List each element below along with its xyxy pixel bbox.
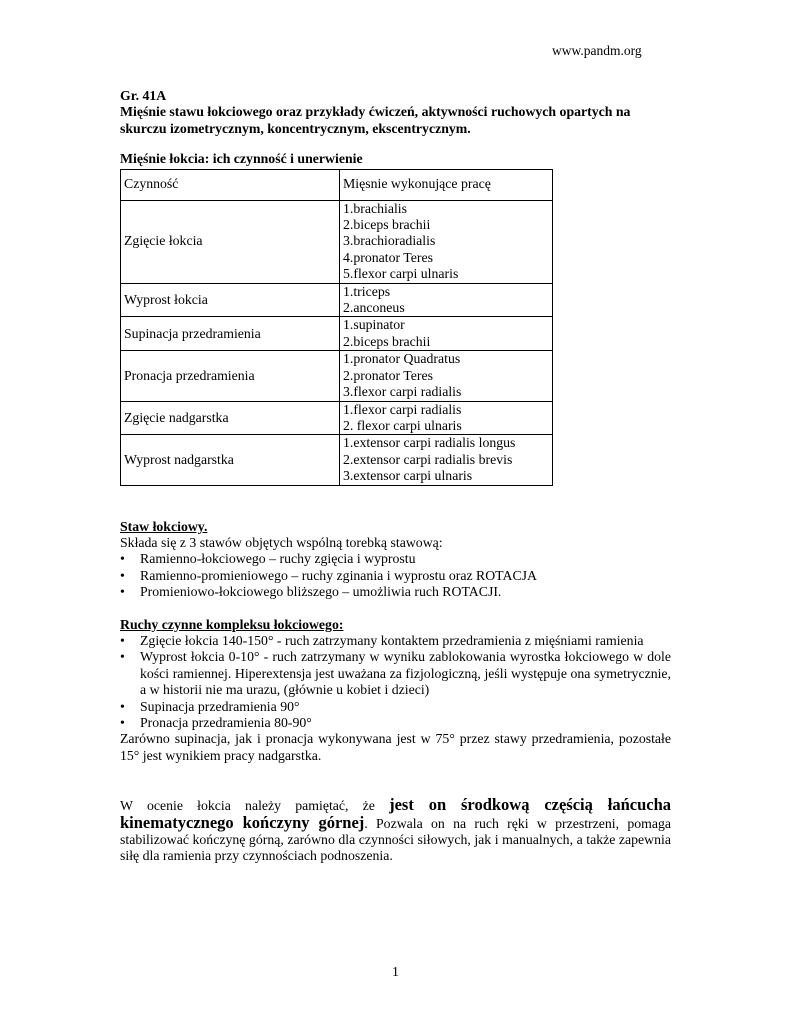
table-row xyxy=(121,200,553,283)
muscle-item: 1.supinator xyxy=(343,317,405,333)
muscle-item: 1.pronator Quadratus xyxy=(343,351,461,367)
muscle-item: 2. flexor carpi ulnaris xyxy=(343,417,462,433)
list-item: • Supinacja przedramienia 90° xyxy=(120,699,671,715)
list-item: • Wyprost łokcia 0-10° - ruch zatrzymany w wyniku zablokowania wyrostka łokciowego w dole kości ramiennej. Hiperextensja jest uważana za fizjologiczną, jeśli występuje ona symetrycznie, a w historii nie ma urazu, (głównie u kobiet i dzieci) xyxy=(120,649,671,698)
muscles-cell xyxy=(340,351,553,401)
muscle-item: 2.anconeus xyxy=(343,300,405,316)
active-movements-list xyxy=(120,633,671,731)
table-row xyxy=(121,351,553,401)
closing-prefix: W ocenie łokcia należy pamiętać, że xyxy=(120,798,390,814)
muscle-item: 2.pronator Teres xyxy=(343,367,433,383)
muscle-item: 3.extensor carpi ulnaris xyxy=(343,468,473,484)
action-cell: Wyprost nadgarstka xyxy=(121,435,340,485)
list-item: • Promieniowo-łokciowego bliższego – umożliwia ruch ROTACJI. xyxy=(120,584,671,600)
muscle-item: 2.biceps brachii xyxy=(343,217,431,233)
list-item: • Zgięcie łokcia 140-150° - ruch zatrzymany kontaktem przedramienia z mięśniami ramienia xyxy=(120,633,671,649)
elbow-joint-list xyxy=(120,551,671,600)
muscle-item: 2.biceps brachii xyxy=(343,333,431,349)
table-header-cell: Czynność xyxy=(121,169,340,200)
muscle-item: 1.flexor carpi radialis xyxy=(343,401,462,417)
muscle-item: 4.pronator Teres xyxy=(343,249,433,265)
list-item: • Ramienno-promieniowego – ruchy zginania i wyprostu oraz ROTACJA xyxy=(120,568,671,584)
muscle-item: 1.brachialis xyxy=(343,200,407,216)
muscle-item: 5.flexor carpi ulnaris xyxy=(343,266,459,282)
table-header-row xyxy=(121,169,553,200)
header-url: www.pandm.org xyxy=(552,43,642,58)
movements-note: Zarówno supinacja, jak i pronacja wykonywana jest w 75° przez stawy przedramienia, pozostałe 15° jest wynikiem pracy nadgarstka. xyxy=(120,731,671,763)
closing-paragraph xyxy=(120,797,671,865)
document-title: Mięśnie stawu łokciowego oraz przykłady ćwiczeń, aktywności ruchowych opartych na skurczu izometrycznym, koncentrycznym, ekscentrycznym. xyxy=(120,104,631,136)
list-item: • Ramienno-łokciowego – ruchy zgięcia i wyprostu xyxy=(120,551,671,567)
table-row xyxy=(121,401,553,435)
muscles-cell xyxy=(340,200,553,283)
elbow-joint-intro: Składa się z 3 stawów objętych wspólną torebką stawową: xyxy=(120,534,443,550)
table-row xyxy=(121,283,553,317)
action-cell: Pronacja przedramienia xyxy=(121,351,340,401)
elbow-joint-heading: Staw łokciowy. xyxy=(120,518,208,534)
muscles-cell xyxy=(340,435,553,485)
muscles-cell xyxy=(340,401,553,435)
action-cell: Zgięcie nadgarstka xyxy=(121,401,340,435)
closing-suffix: . Pozwala on na ruch ręki w przestrzeni, pomaga stabilizować kończynę górną, zarówno dla czynności siłowych, jak i manualnych, a także zapewnia siłę dla ramienia przy czynnościach podnoszenia. xyxy=(120,815,671,864)
page-number: 1 xyxy=(392,964,399,979)
muscle-item: 3.brachioradialis xyxy=(343,233,436,249)
group-label: Gr. 41A xyxy=(120,88,167,103)
active-movements-heading: Ruchy czynne kompleksu łokciowego: xyxy=(120,616,344,632)
muscles-cell xyxy=(340,283,553,317)
table-header-cell: Mięsnie wykonujące pracę xyxy=(340,169,553,200)
list-item: • Pronacja przedramienia 80-90° xyxy=(120,715,671,731)
muscle-item: 1.triceps xyxy=(343,283,391,299)
table-row xyxy=(121,317,553,351)
closing-emphasis: jest on środkową częścią łańcucha kinematycznego kończyny górnej xyxy=(120,795,672,832)
table-row xyxy=(121,435,553,485)
muscles-table xyxy=(120,169,553,486)
muscles-cell xyxy=(340,317,553,351)
table-caption: Mięśnie łokcia: ich czynność i unerwienie xyxy=(120,151,363,167)
action-cell: Zgięcie łokcia xyxy=(121,200,340,283)
muscle-item: 1.extensor carpi radialis longus xyxy=(343,435,516,451)
muscle-item: 2.extensor carpi radialis brevis xyxy=(343,451,513,467)
document-body xyxy=(120,88,671,865)
muscle-item: 3.flexor carpi radialis xyxy=(343,384,462,400)
action-cell: Wyprost łokcia xyxy=(121,283,340,317)
action-cell: Supinacja przedramienia xyxy=(121,317,340,351)
